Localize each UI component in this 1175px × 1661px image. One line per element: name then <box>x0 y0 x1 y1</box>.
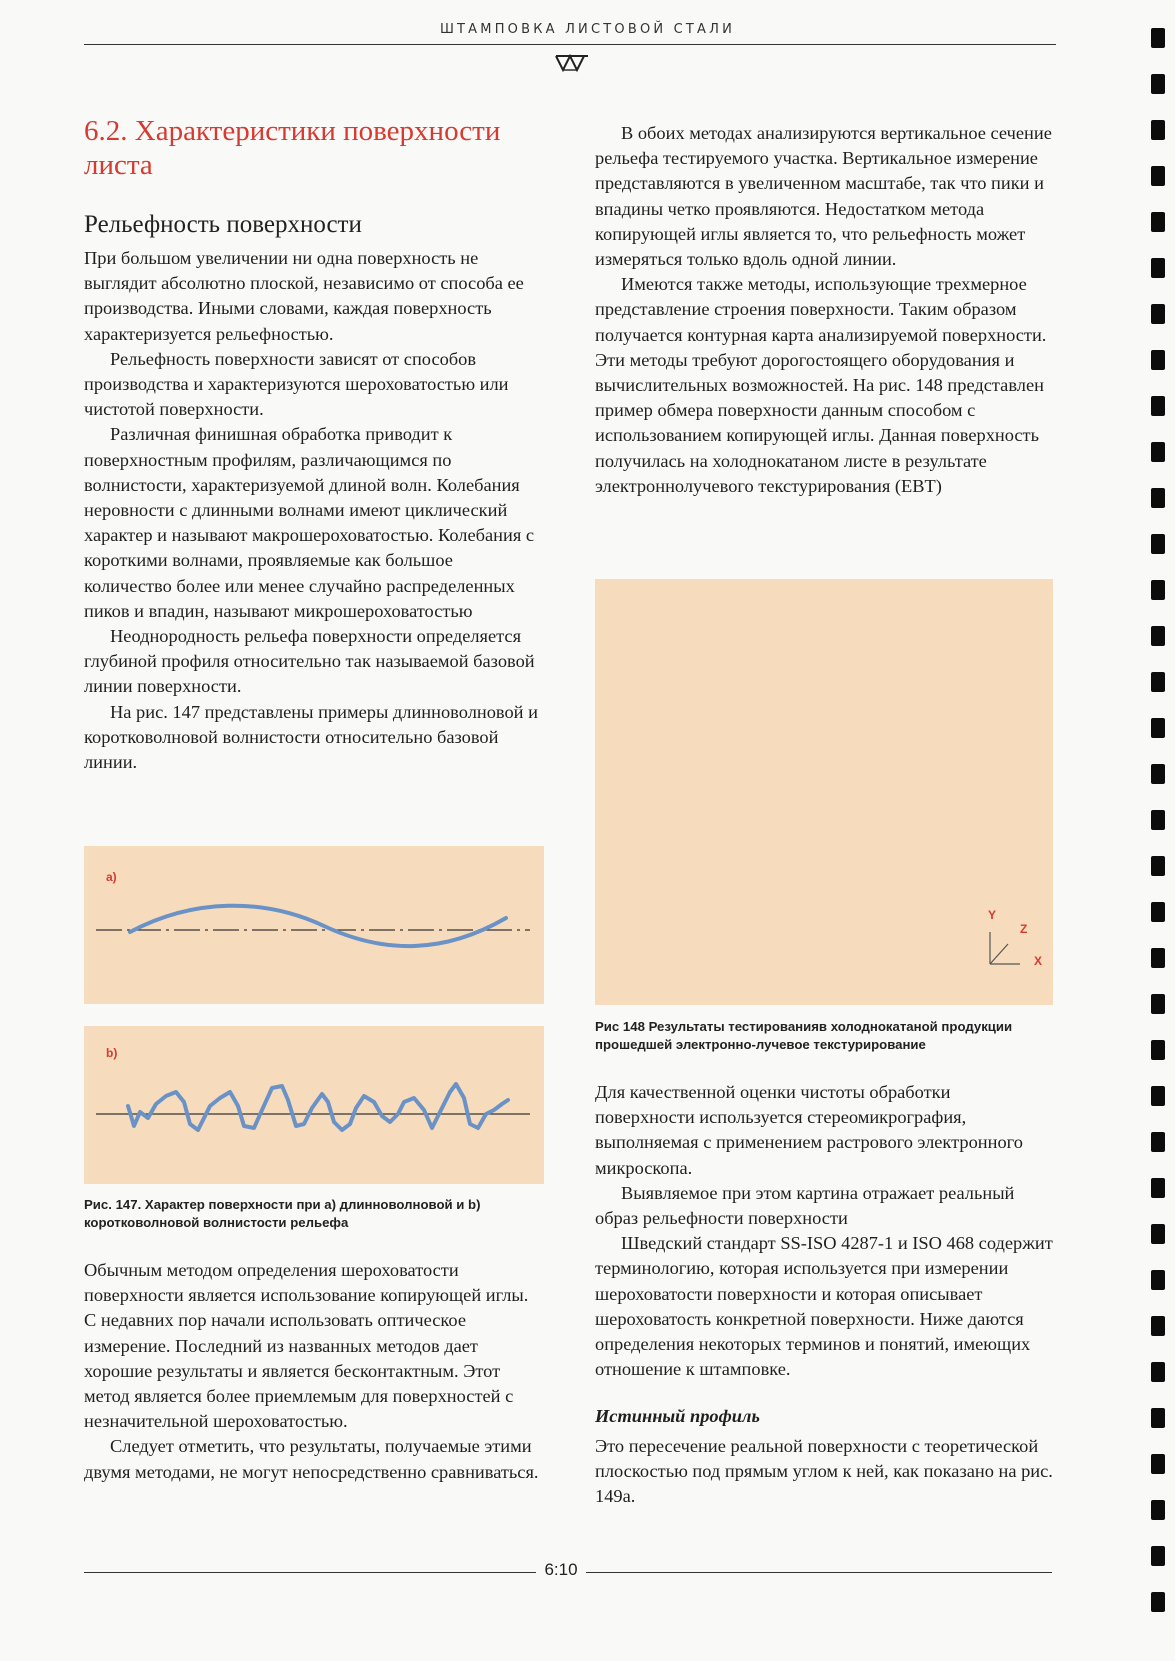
figure-147-caption: Рис. 147. Характер поверхности при a) длинноволновой и b) коротковолновой волнистости рельефа <box>84 1197 481 1230</box>
paragraph: На рис. 147 представлены примеры длинноволновой и коротковолновой волнистости относительно базовой линии. <box>84 701 538 773</box>
header-rule <box>84 44 1056 45</box>
paragraph: Следует отметить, что результаты, получаемые этими двумя методами, не могут непосредственно сравниваться. <box>84 1436 539 1482</box>
triangles-logo-icon <box>555 53 589 73</box>
figure-148-caption: Рис 148 Результаты тестированияв холоднокатаной продукции прошедшей электронно-лучевое текстурирование <box>595 1019 1013 1052</box>
long-wave-profile <box>84 846 544 1004</box>
paragraph: Для качественной оценки чистоты обработки поверхности используется стереомикрография, выполняемая с применением растрового электронного микроскопа. <box>595 1082 1023 1178</box>
short-wave-profile <box>84 1026 544 1184</box>
left-column-bottom <box>84 1258 542 1485</box>
paragraph: В обоих методах анализируются вертикальное сечение рельефа тестируемого участка. Вертикальное измерение представляются в увеличенном масштабе, так что пики и впадины четко проявляются. Недостатком метода копирующей иглы является то, что рельефность может измеряться только вдоль одной линии. <box>595 123 1052 270</box>
axis-label-x: X <box>1034 954 1043 968</box>
paragraph: Имеются также методы, использующие трехмерное представление строения поверхности. Таким образом получается контурная карта анализируемой поверхности. Эти методы требуют дорогостоящего оборудования и вычислительных возможностей. На рис. 148 представлен пример обмера поверхности данным способом с использованием копирующей иглы. Данная поверхность получилась на холоднокатаном листе в результате электроннолучевого текстурирования (EBT) <box>595 274 1047 496</box>
paragraph: Рельефность поверхности зависят от способов производства и характеризуются шероховатостью или чистотой поверхности. <box>84 348 509 420</box>
figure-label-a: a) <box>106 870 117 884</box>
page-number: 6:10 <box>536 1560 586 1580</box>
right-column-top <box>595 121 1053 499</box>
paragraph: Неоднородность рельефа поверхности определяется глубиной профиля относительно так называемой базовой линии поверхности. <box>84 626 535 697</box>
axis-label-y: Y <box>988 908 997 922</box>
paragraph: Обычным методом определения шероховатости поверхности является использование копирующей иглы. С недавних пор начали использовать оптическое измерение. Последний из названных методов дает хорошие результаты и является бесконтактным. Этот метод является более приемлемым для поверхностей с незначительной шероховатостью. <box>84 1260 529 1432</box>
running-header: ШТАМПОВКА ЛИСТОВОЙ СТАЛИ <box>439 22 736 37</box>
figure-label-b: b) <box>106 1046 118 1060</box>
left-column-top <box>84 246 542 775</box>
subsection-title: Рельефность поверхности <box>84 211 362 238</box>
term-heading: Истинный профиль <box>595 1406 760 1427</box>
right-column-bottom <box>595 1080 1053 1509</box>
axis-label-z: Z <box>1020 922 1028 936</box>
paragraph: Шведский стандарт SS-ISO 4287-1 и ISO 468 содержит терминологию, которая используется при измерении шероховатости поверхности и которая описывает шероховатость конкретной поверхности. Ниже даются определения некоторых терминов и понятий, имеющих отношение к штамповке. <box>595 1233 1053 1380</box>
paragraph: Это пересечение реальной поверхности с теоретической плоскостью под прямым углом к ней, как показано на рис. 149а. <box>595 1435 1053 1507</box>
paragraph: Выявляемое при этом картина отражает реальный образ рельефности поверхности <box>595 1182 1015 1229</box>
paragraph: При большом увеличении ни одна поверхность не выглядит абсолютно плоской, независимо от способа ее производства. Иными словами, каждая поверхность характеризуется рельефностью. <box>84 248 524 344</box>
paragraph: Различная финишная обработка приводит к поверхностным профилям, различающимся по волнистости, характеризуемой длиной волн. Колебания неровности с длинными волнами имеют циклический характер и называют макрошероховатостью. Колебания с короткими волнами, проявляемые как большое количество более или менее случайно распределенных пиков и впадин, называют микрошероховатостью <box>84 424 535 621</box>
section-title: 6.2. Характеристики поверхности листа <box>84 115 501 181</box>
wave-curve <box>128 1084 508 1130</box>
wave-curve <box>130 906 506 946</box>
